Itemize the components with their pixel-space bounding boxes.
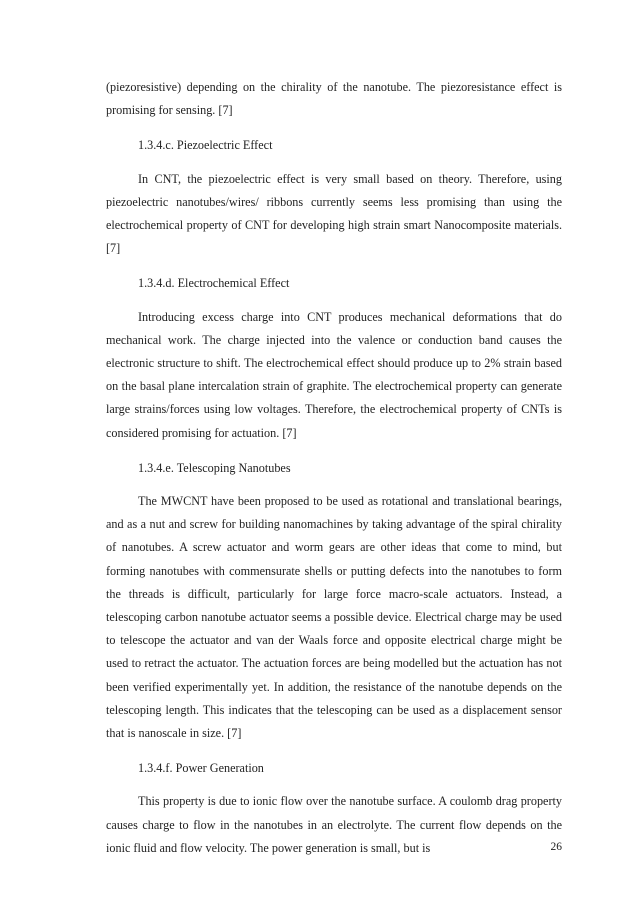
paragraph-power-generation: This property is due to ionic flow over the nanotube surface. A coulomb drag property causes charge to flow in the nanotubes in an electrolyte. The current flow depends on the ionic fluid and flow velocity. The power generation is small, but is [106, 794, 562, 855]
paragraph-piezoresistive-continuation: (piezoresistive) depending on the chirality of the nanotube. The piezoresistance effect is promising for sensing. [7] [106, 80, 562, 118]
section-heading-power-generation: 1.3.4.f. Power Generation [138, 761, 264, 776]
section-heading-telescoping: 1.3.4.e. Telescoping Nanotubes [138, 460, 291, 475]
page-number: 26 [550, 841, 562, 853]
section-heading-piezoelectric: 1.3.4.c. Piezoelectric Effect [138, 138, 273, 153]
paragraph-telescoping: The MWCNT have been proposed to be used as rotational and translational bearings, and as a nut and screw for building nanomachines by taking advantage of the spiral chirality of nanotubes. A screw actuator and worm gears are other ideas that come to mind, but forming nanotubes with commensurate shells or putting defects into the nanotubes to form the threads is difficult, particularly for large force macro-scale actuators. Instead, a telescoping carbon nanotube actuator seems a possible device. Electrical charge may be used to telescope the actuator and van der Waals force and opposite electrical charge might be used to retract the actuator. The actuation forces are being modelled but the actuation has not been verified experimentally yet. In addition, the resistance of the nanotube depends on the telescoping length. This indicates that the telescoping can be used as a displacement sensor that is nanoscale in size. [7] [106, 494, 562, 741]
paragraph-piezoelectric: In CNT, the piezoelectric effect is very small based on theory. Therefore, using piezoelectric nanotubes/wires/ ribbons currently seems less promising than using the electrochemical property of CNT for developing high strain smart Nanocomposite materials. [7] [106, 171, 562, 256]
body-text [106, 76, 562, 860]
paragraph-electrochemical: Introducing excess charge into CNT produces mechanical deformations that do mechanical work. The charge injected into the valence or conduction band causes the electronic structure to shift. The electrochemical effect should produce up to 2% strain based on the basal plane intercalation strain of graphite. The electrochemical property can generate large strains/forces using low voltages. Therefore, the electrochemical property of CNTs is considered promising for actuation. [7] [106, 309, 562, 440]
section-heading-electrochemical: 1.3.4.d. Electrochemical Effect [138, 276, 290, 291]
